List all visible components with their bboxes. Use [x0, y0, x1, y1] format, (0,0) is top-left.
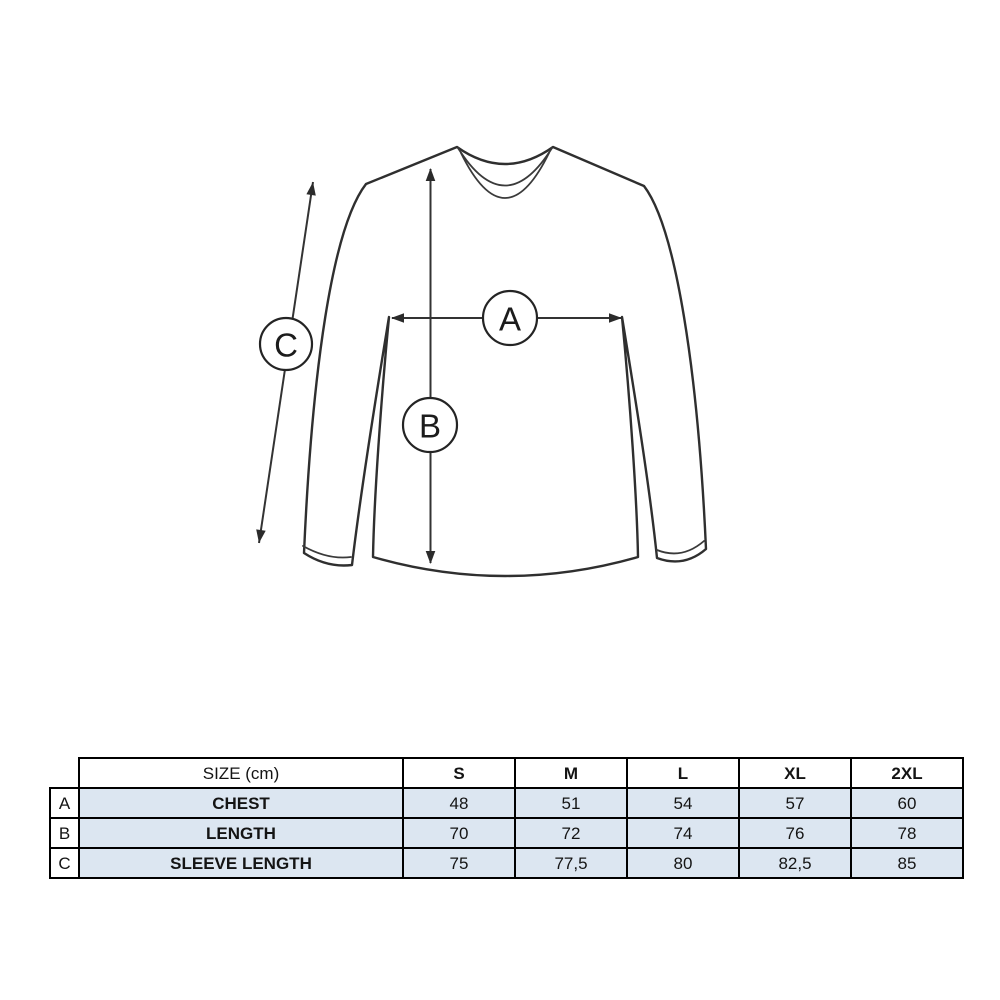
corner-cell	[50, 758, 79, 788]
measure-badge-c	[260, 318, 312, 370]
measure-label-a: A	[498, 300, 522, 338]
measure-badge-b	[403, 398, 457, 452]
row-label-chest: CHEST	[79, 788, 403, 818]
col-header-m: M	[515, 758, 627, 788]
sleeve-m: 77,5	[515, 848, 627, 878]
shirt-outline	[304, 147, 706, 576]
col-header-s: S	[403, 758, 515, 788]
chest-l: 54	[627, 788, 739, 818]
table-row-chest	[50, 788, 963, 818]
length-m: 72	[515, 818, 627, 848]
header-row	[50, 758, 963, 788]
row-key-a: A	[50, 788, 79, 818]
arrowhead-up-right	[306, 182, 315, 196]
chest-2xl: 60	[851, 788, 963, 818]
row-label-length: LENGTH	[79, 818, 403, 848]
arrowhead-down-left	[256, 529, 266, 543]
length-l: 74	[627, 818, 739, 848]
table-row-length	[50, 818, 963, 848]
row-key-c: C	[50, 848, 79, 878]
measure-label-b: B	[418, 407, 442, 445]
table-row-sleeve-length	[50, 848, 963, 878]
sleeve-l: 80	[627, 848, 739, 878]
length-2xl: 78	[851, 818, 963, 848]
row-label-sleeve-length: SLEEVE LENGTH	[79, 848, 403, 878]
sleeve-s: 75	[403, 848, 515, 878]
row-key-b: B	[50, 818, 79, 848]
chest-m: 51	[515, 788, 627, 818]
sleeve-xl: 82,5	[739, 848, 851, 878]
chest-xl: 57	[739, 788, 851, 818]
size-chart-table	[49, 757, 964, 879]
col-header-2xl: 2XL	[851, 758, 963, 788]
size-unit-header: SIZE (cm)	[79, 758, 403, 788]
length-s: 70	[403, 818, 515, 848]
measure-label-c: C	[274, 326, 298, 364]
chest-s: 48	[403, 788, 515, 818]
measure-badge-a	[483, 291, 537, 345]
sleeve-2xl: 85	[851, 848, 963, 878]
col-header-xl: XL	[739, 758, 851, 788]
col-header-l: L	[627, 758, 739, 788]
length-xl: 76	[739, 818, 851, 848]
